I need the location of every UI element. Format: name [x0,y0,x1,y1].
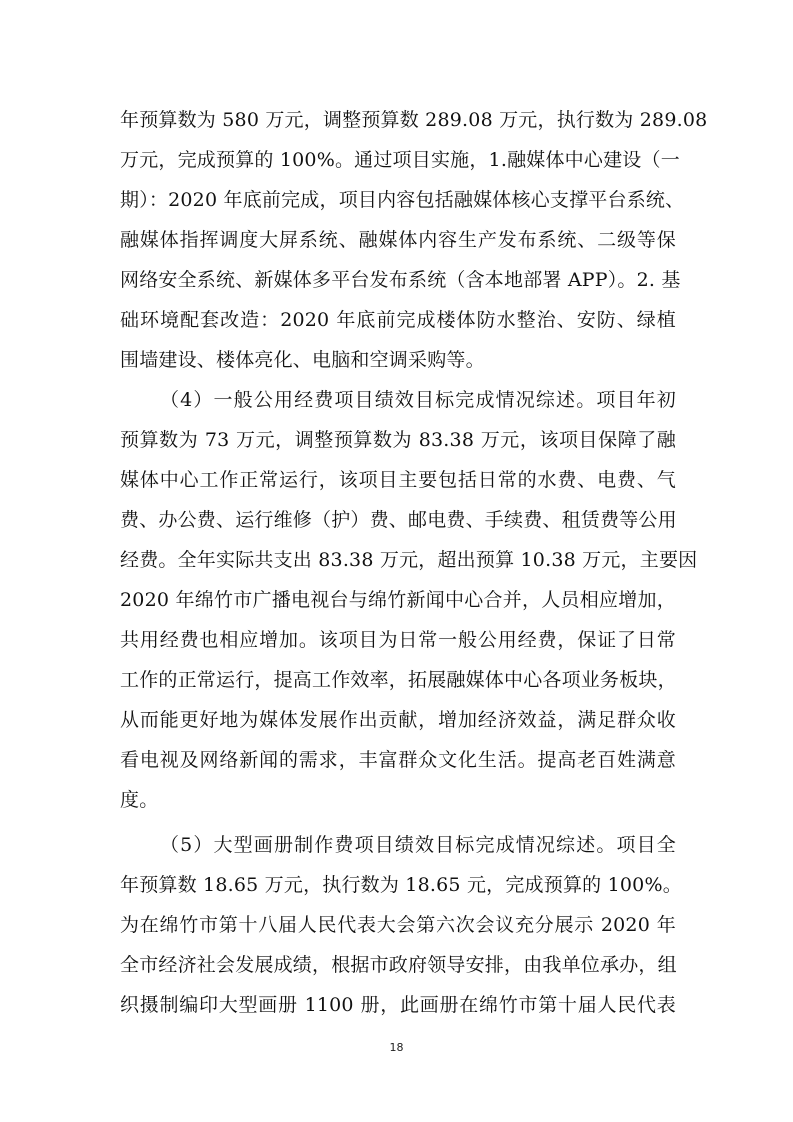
body-line: 共用经费也相应增加。该项目为日常一般公用经费，保证了日常 [120,629,676,651]
page-number: 18 [389,1041,404,1054]
body-line: 工作的正常运行，提高工作效率，拓展融媒体中心各项业务板块， [120,669,677,691]
body-line: 为在绵竹市第十八届人民代表大会第六次会议充分展示 2020 年 [120,914,676,936]
body-line: 网络安全系统、新媒体多平台发布系统（含本地部署 APP）。2. 基 [120,269,681,291]
body-line: 万元，完成预算的 100%。通过项目实施，1.融媒体中心建设（一 [120,149,680,171]
body-line: 年预算数为 580 万元，调整预算数 289.08 万元，执行数为 289.08 [120,109,708,131]
body-line: 年预算数 18.65 万元，执行数为 18.65 元，完成预算的 100%。 [120,874,682,896]
paragraph-heading-5: （5）大型画册制作费项目绩效目标完成情况综述。项目全 [160,834,676,856]
body-line: 期）：2020 年底前完成，项目内容包括融媒体核心支撑平台系统、 [120,189,685,211]
body-line: 媒体中心工作正常运行，该项目主要包括日常的水费、电费、气 [120,469,676,491]
body-line: 从而能更好地为媒体发展作出贡献，增加经济效益，满足群众收 [120,709,676,731]
body-line: 融媒体指挥调度大屏系统、融媒体内容生产发布系统、二级等保 [120,229,676,251]
body-line: 费、办公费、运行维修（护）费、邮电费、手续费、租赁费等公用 [120,509,677,531]
body-line: 预算数为 73 万元，调整预算数为 83.38 万元，该项目保障了融 [120,429,676,451]
body-line: 织摄制编印大型画册 1100 册，此画册在绵竹市第十届人民代表 [120,994,676,1016]
body-line: 度。 [120,789,159,811]
body-line: 础环境配套改造：2020 年底前完成楼体防水整治、安防、绿植 [120,309,676,331]
body-line: 2020 年绵竹市广播电视台与绵竹新闻中心合并，人员相应增加， [120,589,676,611]
body-line: 围墙建设、楼体亮化、电脑和空调采购等。 [120,349,485,371]
body-line: 看电视及网络新闻的需求，丰富群众文化生活。提高老百姓满意 [120,749,676,771]
body-line: 经费。全年实际共支出 83.38 万元，超出预算 10.38 万元，主要因 [120,549,698,571]
paragraph-heading-4: （4）一般公用经费项目绩效目标完成情况综述。项目年初 [160,389,676,411]
body-line: 全市经济社会发展成绩，根据市政府领导安排，由我单位承办，组 [120,954,677,976]
